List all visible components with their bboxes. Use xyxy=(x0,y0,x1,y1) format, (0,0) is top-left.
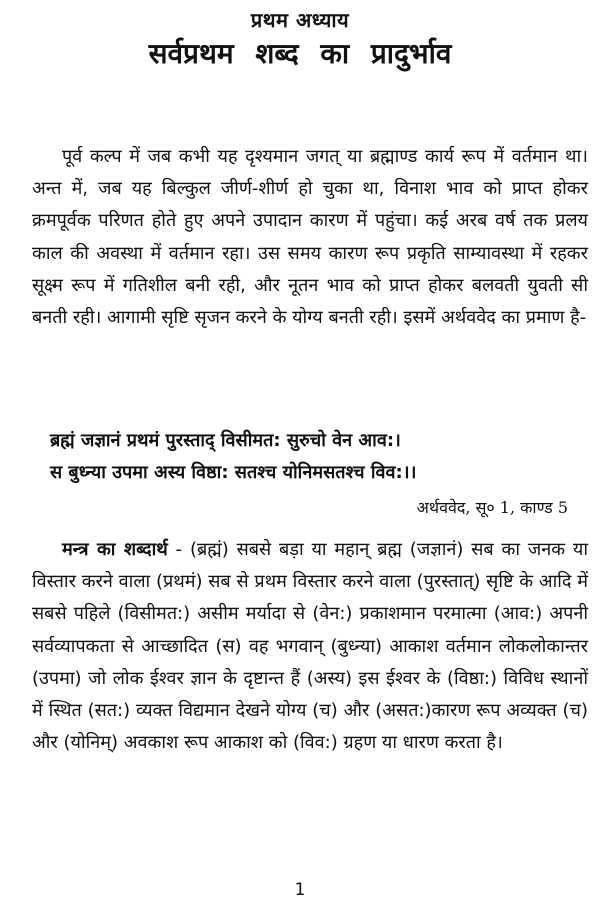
meaning-text: - (ब्रह्मं) सबसे बड़ा या महान् ब्रह्म (जज्ञानं) सब का जनक या विस्तार करने वाला (प्रथमं) सब से प्रथम विस्तार करने वाला (पुरस्तात्) सृष्टि के आदि में सबसे पहिले (विसीमत:) असीम मर्यादा से (वेन:) प्रकाशमान परमात्मा (आव:) अपनी सर्वव्यापकता से आच्छादित (स) वह भगवान् (बुध्न्या) आकाश वर्तमान लोकलोकान्तर (उपमा) जो लोक ईश्वर ज्ञान के दृष्टान्त हैं (अस्य) इस ईश्वर के (विष्ठा:) विविध स्थानों में स्थित (सत:) व्यक्त विद्यमान देखने योग्य (च) और (असत:)कारण रूप अव्यक्त (च) और (योनिम्) अवकाश रूप आकाश को (विव:) ग्रहण या धारण करता है। xyxy=(32,539,588,754)
intro-paragraph: पूर्व कल्प में जब कभी यह दृश्यमान जगत् या ब्रह्माण्ड कार्य रूप में वर्तमान था। अन्त में, जब यह बिल्कुल जीर्ण-शीर्ण हो चुका था, विनाश भाव को प्राप्त होकर क्रमपूर्वक परिणत होते हुए अपने उपादान कारण में पहुंचा। कई अरब वर्ष तक प्रलय काल की अवस्था में वर्तमान रहा। उस समय कारण रूप प्रकृति साम्यावस्था में रहकर सूक्ष्म रूप में गतिशील बनी रही, और नूतन भाव को प्राप्त होकर बलवती युवती सी बनती रही। आगामी सृष्टि सृजन करने के योग्य बनती रही। इसमें अर्थववेद का प्रमाण है- xyxy=(32,146,588,329)
verse-line-2: स बुध्न्या उपमा अस्य विष्ठा: सतश्च योनिमसतश्च विव:।। xyxy=(50,462,417,483)
verse-line-1: ब्रह्मं जज्ञानं प्रथमं पुरस्ताद् विसीमत: सुरुचो वेन आव:। xyxy=(50,430,401,451)
meaning-lead: मन्त्र का शब्दार्थ xyxy=(62,539,168,560)
chapter-title: सर्वप्रथम शब्द का प्रादुर्भाव xyxy=(148,37,452,70)
chapter-label: प्रथम अध्याय xyxy=(250,8,350,32)
page-number: 1 xyxy=(294,880,306,900)
verse-citation: अर्थववेद, सू० 1, काण्ड 5 xyxy=(416,498,568,517)
meaning-paragraph xyxy=(32,534,588,759)
